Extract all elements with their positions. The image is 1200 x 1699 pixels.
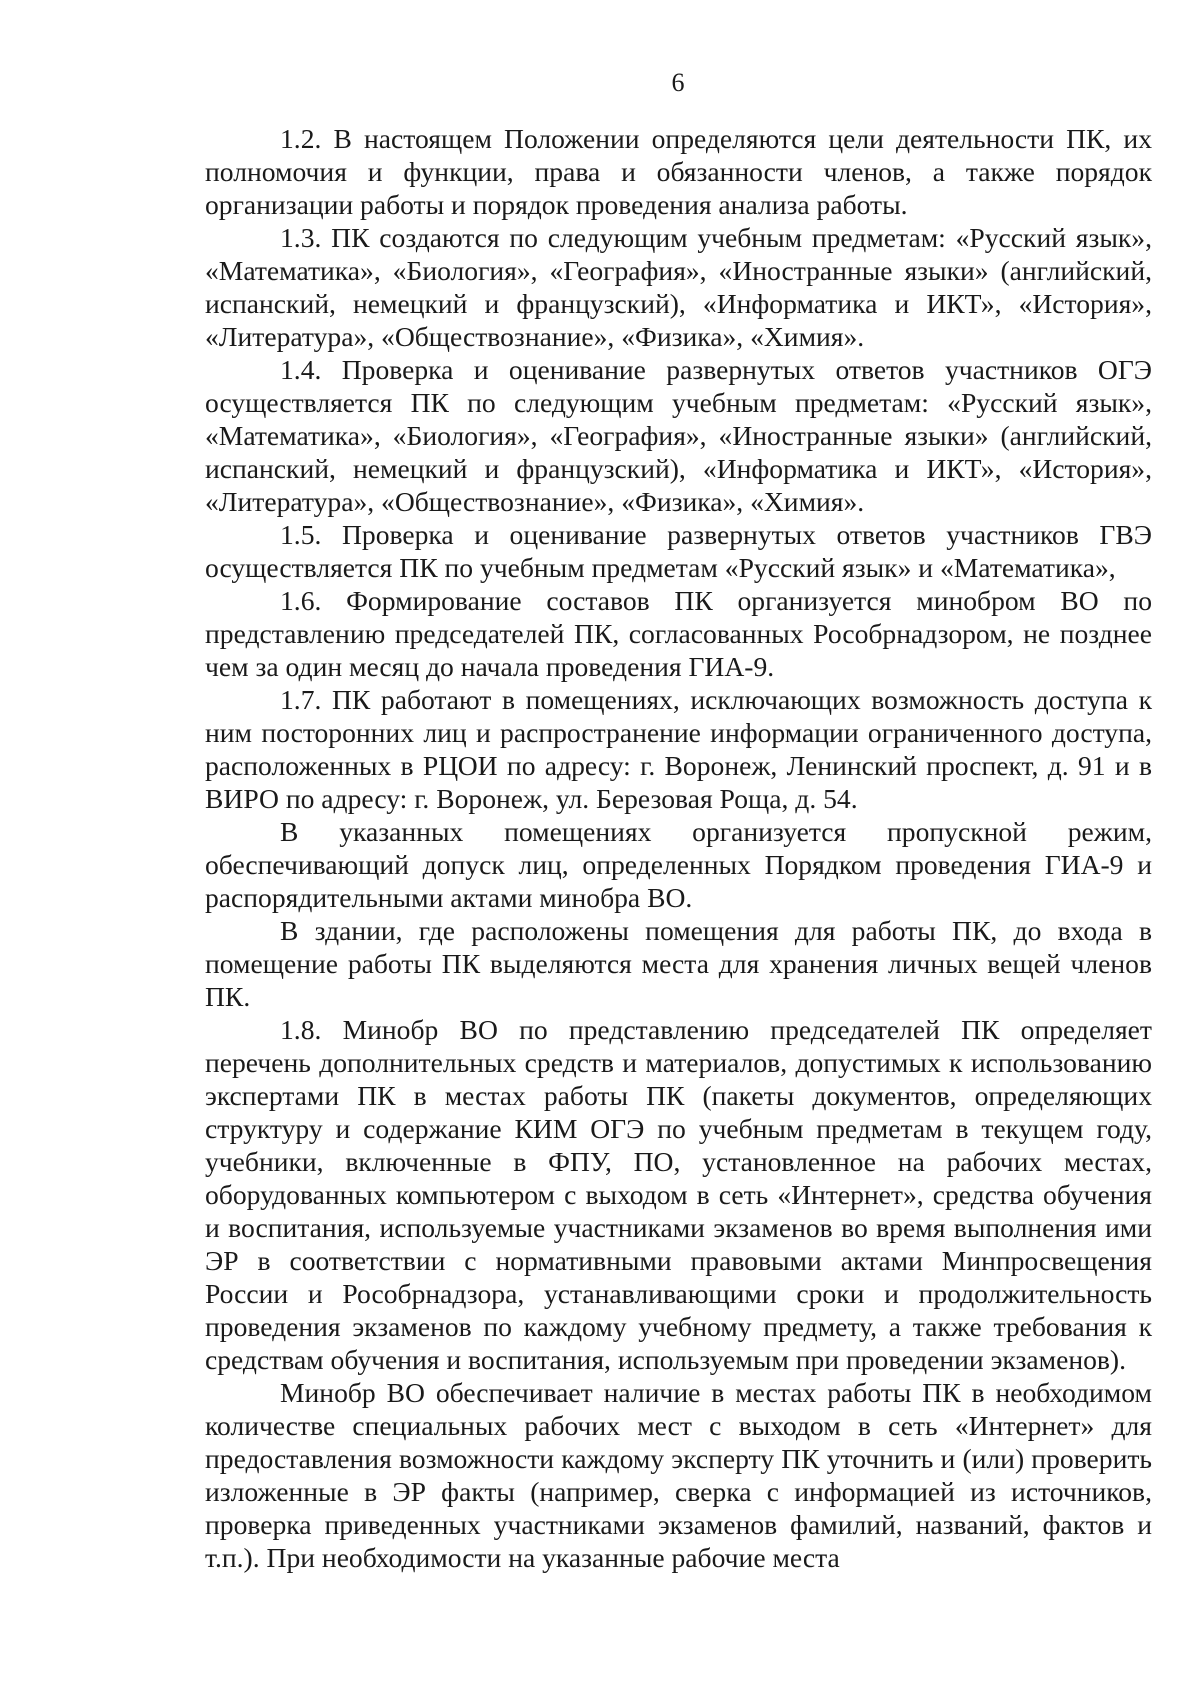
paragraph-access-regime: В указанных помещениях организуется пропускной режим, обеспечивающий допуск лиц, определенных Порядком проведения ГИА-9 и распорядительными актами минобра ВО.: [205, 816, 1152, 913]
paragraph-1-3: 1.3. ПК создаются по следующим учебным предметам: «Русский язык», «Математика», «Биология», «География», «Иностранные языки» (английский, испанский, немецкий и французский), «Информатика и ИКТ», «История», «Литература», «Обществознание», «Физика», «Химия».: [205, 222, 1152, 352]
paragraph-1-5: 1.5. Проверка и оценивание развернутых ответов участников ГВЭ осуществляется ПК по учебным предметам «Русский язык» и «Математика»,: [205, 519, 1152, 583]
paragraph-workplaces: Минобр ВО обеспечивает наличие в местах работы ПК в необходимом количестве специальных рабочих мест с выходом в сеть «Интернет» для предоставления возможности каждому эксперту ПК уточнить и (или) проверить изложенные в ЭР факты (например, сверка с информацией из источников, проверка приведенных участниками экзаменов фамилий, названий, фактов и т.п.). При необходимости на указанные рабочие места: [205, 1377, 1152, 1573]
document-body: [205, 122, 1152, 1574]
paragraph-1-7: 1.7. ПК работают в помещениях, исключающих возможность доступа к ним посторонних лиц и распространение информации ограниченного доступа, расположенных в РЦОИ по адресу: г. Воронеж, Ленинский проспект, д. 91 и в ВИРО по адресу: г. Воронеж, ул. Березовая Роща, д. 54.: [205, 684, 1152, 814]
paragraph-1-8: 1.8. Минобр ВО по представлению председателей ПК определяет перечень дополнительных средств и материалов, допустимых к использованию экспертами ПК в местах работы ПК (пакеты документов, определяющих структуру и содержание КИМ ОГЭ по учебным предметам в текущем году, учебники, включенные в ФПУ, ПО, установленное на рабочих местах, оборудованных компьютером с выходом в сеть «Интернет», средства обучения и воспитания, используемые участниками экзаменов во время выполнения ими ЭР в соответствии с нормативными правовыми актами Минпросвещения России и Рособрнадзора, устанавливающими сроки и продолжительность проведения экзаменов по каждому учебному предмету, а также требования к средствам обучения и воспитания, используемым при проведении экзаменов).: [205, 1014, 1152, 1375]
paragraph-1-2: 1.2. В настоящем Положении определяются цели деятельности ПК, их полномочия и функции, права и обязанности членов, а также порядок организации работы и порядок проведения анализа работы.: [205, 123, 1152, 220]
page-number: 6: [671, 68, 685, 97]
paragraph-personal-storage: В здании, где расположены помещения для работы ПК, до входа в помещение работы ПК выделяются места для хранения личных вещей членов ПК.: [205, 915, 1152, 1012]
paragraph-1-4: 1.4. Проверка и оценивание развернутых ответов участников ОГЭ осуществляется ПК по следующим учебным предметам: «Русский язык», «Математика», «Биология», «География», «Иностранные языки» (английский, испанский, немецкий и французский), «Информатика и ИКТ», «История», «Литература», «Обществознание», «Физика», «Химия».: [205, 354, 1152, 517]
paragraph-1-6: 1.6. Формирование составов ПК организуется минобром ВО по представлению председателей ПК, согласованных Рособрнадзором, не позднее чем за один месяц до начала проведения ГИА-9.: [205, 585, 1152, 682]
